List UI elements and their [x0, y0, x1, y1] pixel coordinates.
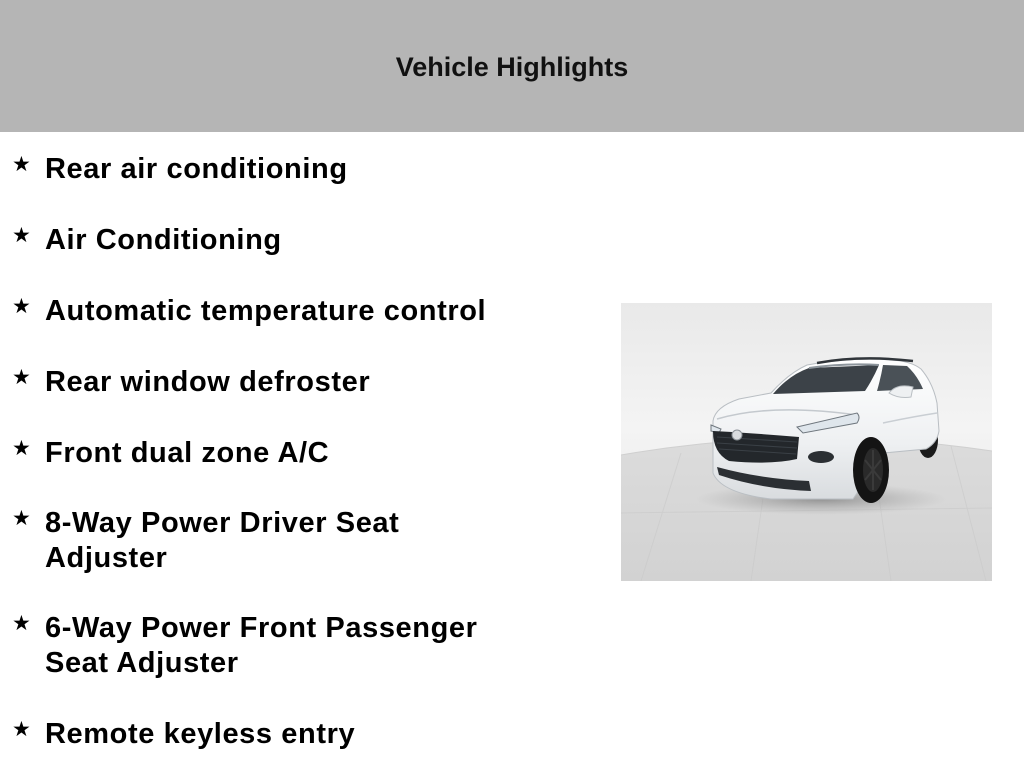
feature-label: 8-Way Power Driver Seat Adjuster	[45, 507, 400, 574]
star-icon: ★	[12, 294, 31, 318]
header-banner	[0, 0, 1024, 132]
feature-label: Air Conditioning	[45, 224, 282, 256]
star-icon: ★	[12, 506, 31, 530]
feature-label: Rear window defroster	[45, 366, 371, 398]
page-title: Vehicle Highlights	[395, 51, 629, 82]
feature-label: 6-Way Power Front Passenger Seat Adjuster	[45, 612, 478, 679]
star-icon: ★	[12, 717, 31, 741]
star-icon: ★	[12, 223, 31, 247]
star-icon: ★	[12, 436, 31, 460]
feature-label: Front dual zone A/C	[45, 437, 330, 469]
feature-label: Automatic temperature control	[45, 295, 487, 327]
feature-label: Remote keyless entry	[45, 718, 356, 750]
suv-image	[621, 303, 992, 581]
star-icon: ★	[12, 365, 31, 389]
star-icon: ★	[12, 611, 31, 635]
feature-label: Rear air conditioning	[45, 153, 348, 185]
star-icon: ★	[12, 152, 31, 176]
vehicle-photo	[621, 303, 992, 581]
